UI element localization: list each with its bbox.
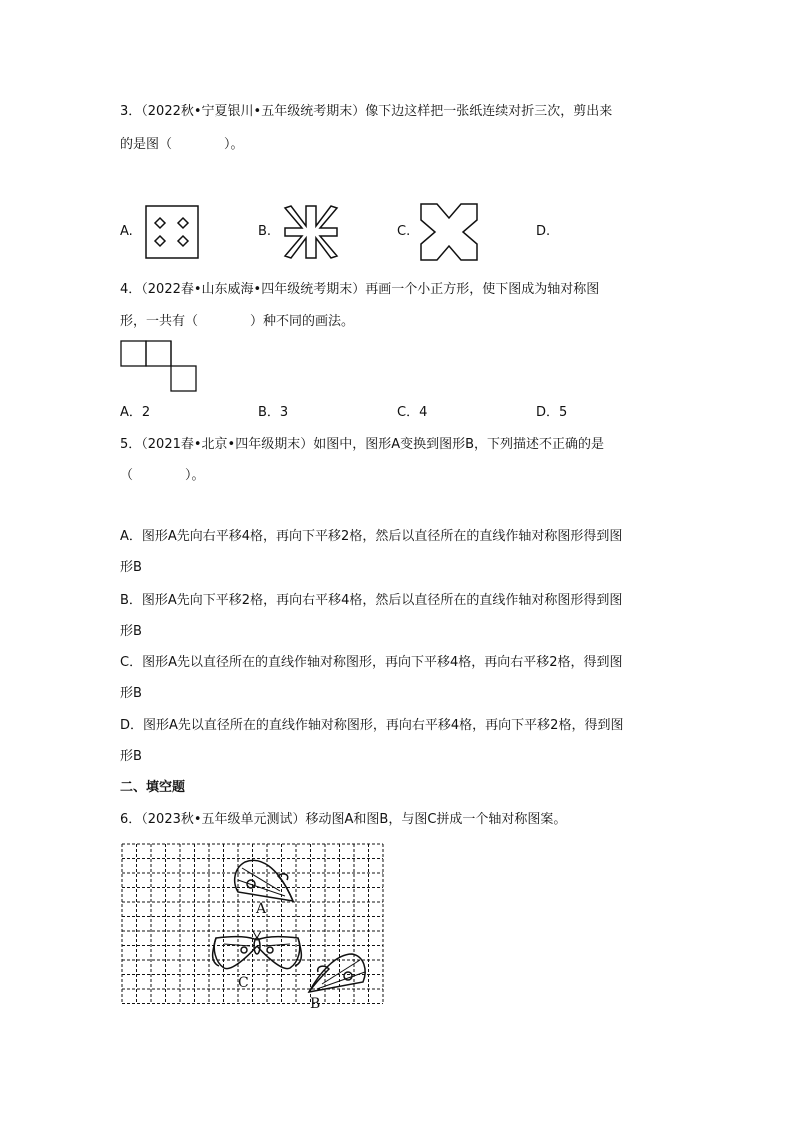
q5-option-b-line2: 形B: [120, 624, 142, 639]
q3-option-d-label: D.: [536, 224, 551, 239]
q5-option-a-line1: A．图形A先向右平移4格，再向下平移2格，然后以直径所在的直线作轴对称图形得到图: [120, 529, 623, 544]
q4-option-c: C．4: [397, 405, 428, 420]
q5-line2: （ ）。: [120, 468, 205, 483]
q3-figure-b: [282, 203, 340, 261]
q5-option-c-line2: 形B: [120, 686, 142, 701]
shape-a-wing: [235, 860, 293, 901]
q3-option-c-label: C.: [397, 224, 411, 239]
q5-option-d-line1: D．图形A先以直径所在的直线作轴对称图形，再向右平移4格，再向下平移2格，得到图: [120, 718, 624, 733]
q3-line1: 3．（2022秋•宁夏银川•五年级统考期末）像下边这样把一张纸连续对折三次，剪出来: [120, 104, 613, 119]
q4-squares-figure: [120, 340, 200, 394]
q3-option-a-label: A.: [120, 224, 133, 239]
q5-option-b-line1: B．图形A先向下平移2格，再向右平移4格，然后以直径所在的直线作轴对称图形得到图: [120, 593, 623, 608]
q4-option-d: D．5: [536, 405, 568, 420]
q4-line1: 4．（2022春•山东威海•四年级统考期末）再画一个小正方形，使下图成为轴对称图: [120, 282, 600, 297]
section-title: 二、填空题: [120, 780, 186, 795]
q5-option-d-line2: 形B: [120, 749, 142, 764]
q5-line1: 5．（2021春•北京•四年级期末）如图中，图形A变换到图形B，下列描述不正确的是: [120, 437, 605, 452]
q5-option-c-line1: C．图形A先以直径所在的直线作轴对称图形，再向下平移4格，再向右平移2格，得到图: [120, 655, 623, 670]
q6-butterfly-grid: [120, 842, 386, 1014]
q6-line1: 6．（2023秋•五年级单元测试）移动图A和图B，与图C拼成一个轴对称图案。: [120, 812, 567, 827]
label-c: C: [238, 975, 249, 991]
q3-option-b-label: B.: [258, 224, 272, 239]
q4-line2: 形，一共有（ ）种不同的画法。: [120, 314, 355, 329]
label-a: A: [256, 901, 267, 917]
shape-c-butterfly: [213, 931, 302, 969]
q3-line2: 的是图（ ）。: [120, 137, 244, 152]
q4-option-a: A．2: [120, 405, 151, 420]
q5-option-a-line2: 形B: [120, 560, 142, 575]
q3-figure-a: [145, 205, 199, 259]
q4-option-b: B．3: [258, 405, 289, 420]
label-b: B: [310, 996, 321, 1012]
q3-figure-c: [419, 202, 479, 262]
